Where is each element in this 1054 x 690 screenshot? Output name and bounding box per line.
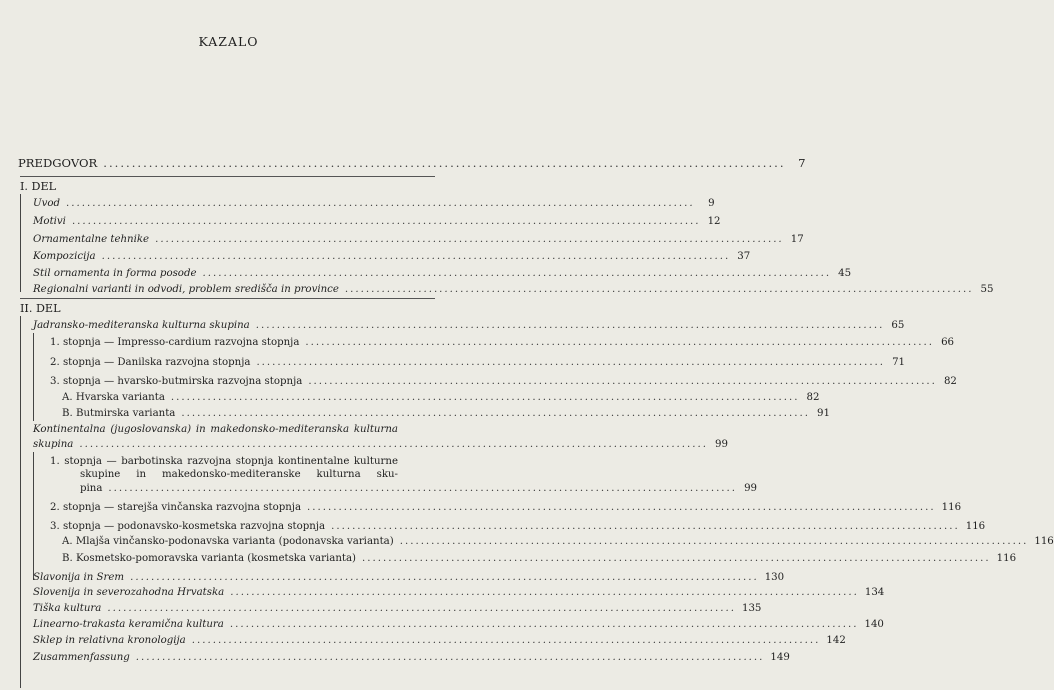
part-2-bracket xyxy=(20,316,21,688)
toc-entry: Uvod ........................................................................................................................ 9 xyxy=(33,198,715,209)
toc-subentry: 3. stopnja — podonavsko-kosmetska razvojna stopnja ........................................................................................................................ 116 xyxy=(50,521,986,532)
toc-entry-kontinentalna-line2: skupina ........................................................................................................................ 99 xyxy=(33,439,728,450)
toc-subentry: A. Mlajša vinčansko-podonavska varianta (podonavska varianta) ........................................................................................................................ 116 xyxy=(62,536,1054,547)
part-1-bracket xyxy=(20,194,21,292)
toc-subentry-k1-line3: pina ........................................................................................................................ 99 xyxy=(80,483,758,494)
toc-subentry: 2. stopnja — starejša vinčanska razvojna stopnja ........................................................................................................................ 116 xyxy=(50,502,962,513)
part-heading-1: I. DEL xyxy=(20,180,57,193)
toc-subentry: 2. stopnja — Danilska razvojna stopnja ........................................................................................................................ 71 xyxy=(50,357,906,368)
toc-entry: Slavonija in Srem ........................................................................................................................ 130 xyxy=(33,572,785,583)
entry-page: 7 xyxy=(798,156,806,170)
toc-entry-jadransko: Jadransko-mediteranska kulturna skupina ........................................................................................................................ 65 xyxy=(33,320,905,331)
toc-entry: Linearno-trakasta keramična kultura ........................................................................................................................ 140 xyxy=(33,619,884,630)
toc-entry: Ornamentalne tehnike ........................................................................................................................ 17 xyxy=(33,234,804,245)
sub-bracket-kontinentalna xyxy=(33,452,34,580)
toc-entry: Slovenija in severozahodna Hrvatska ........................................................................................................................ 134 xyxy=(33,587,885,598)
toc-subentry: A. Hvarska varianta ........................................................................................................................ 82 xyxy=(62,392,820,403)
part-heading-2: II. DEL xyxy=(20,302,61,315)
leader-dots: ........................................................................................................................ xyxy=(103,156,786,170)
toc-entry: Regionalni varianti in odvodi, problem središča in province ........................................................................................................................ 55 xyxy=(33,284,994,295)
toc-subentry-k1: 1. stopnja — barbotinska razvojna stopnja kontinentalne kulturne xyxy=(50,456,398,467)
toc-title: KAZALO xyxy=(198,34,259,49)
toc-entry: Zusammenfassung ........................................................................................................................ 149 xyxy=(33,652,790,663)
toc-entry: Motivi ........................................................................................................................ 12 xyxy=(33,216,721,227)
toc-entry: Sklep in relativna kronologija ........................................................................................................................ 142 xyxy=(33,635,846,646)
toc-subentry-k1-line2: skupine in makedonsko-mediteranske kulturna sku- xyxy=(80,469,398,480)
toc-subentry: B. Butmirska varianta ........................................................................................................................ 91 xyxy=(62,408,830,419)
divider xyxy=(20,298,435,299)
toc-entry: Tiška kultura ........................................................................................................................ 135 xyxy=(33,603,762,614)
entry-label: PREDGOVOR xyxy=(18,156,98,170)
toc-entry: Kompozicija ........................................................................................................................ 37 xyxy=(33,251,751,262)
toc-entry: Stil ornamenta in forma posode ........................................................................................................................ 45 xyxy=(33,268,852,279)
toc-subentry: 1. stopnja — Impresso-cardium razvojna stopnja ........................................................................................................................ 66 xyxy=(50,337,955,348)
toc-subentry: B. Kosmetsko-pomoravska varianta (kosmetska varianta) ........................................................................................................................ 116 xyxy=(62,553,1017,564)
divider xyxy=(20,176,435,177)
toc-entry-kontinentalna: Kontinentalna (jugoslovanska) in makedonsko-mediteranska kulturna xyxy=(33,424,398,435)
toc-entry-predgovor xyxy=(18,156,806,171)
toc-subentry: 3. stopnja — hvarsko-butmirska razvojna stopnja ........................................................................................................................ 82 xyxy=(50,376,957,387)
sub-bracket-jadransko xyxy=(33,333,34,421)
